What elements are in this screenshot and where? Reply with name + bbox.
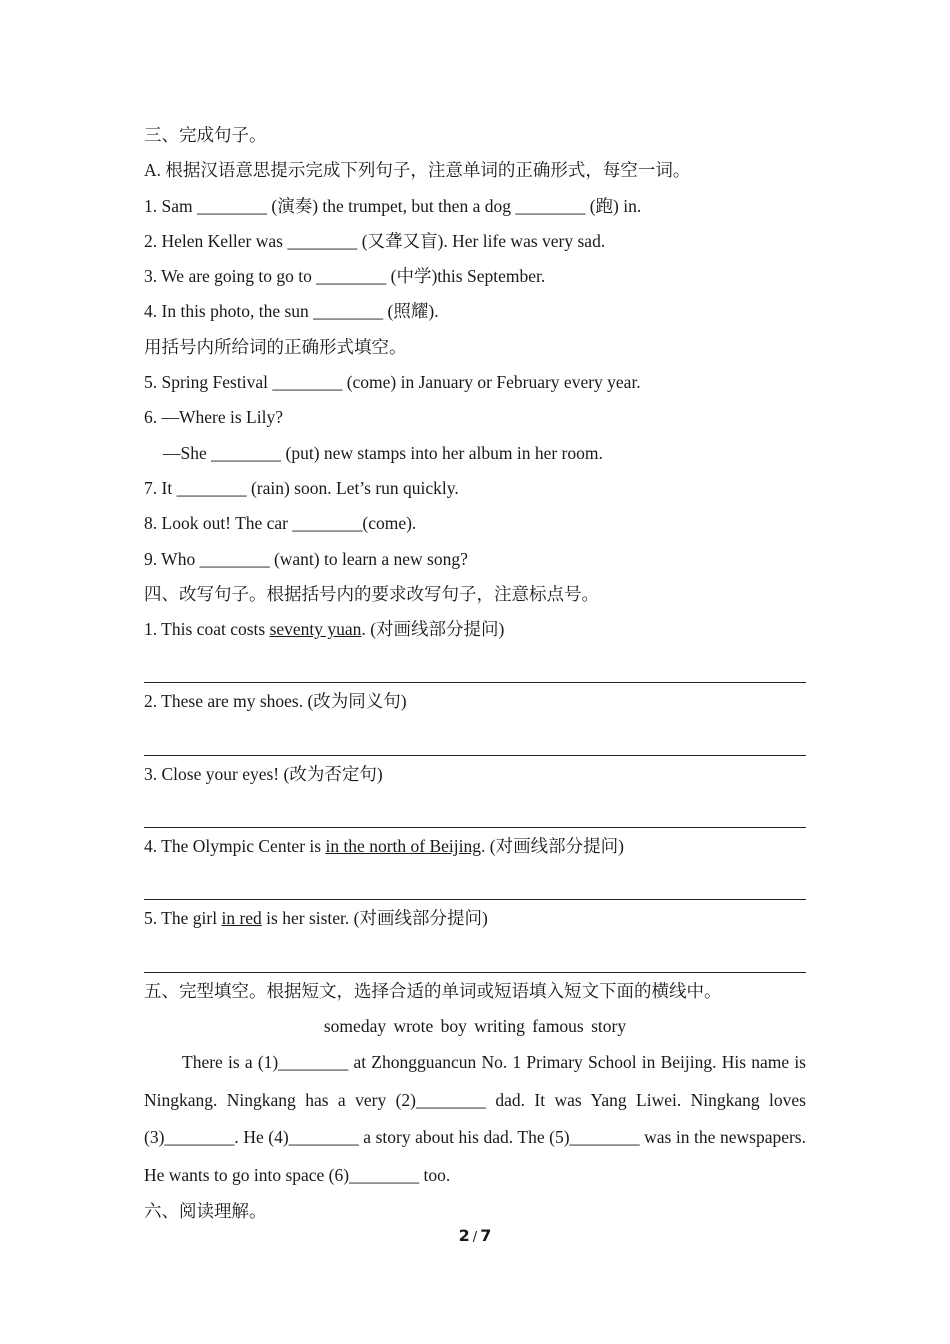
word-bank: someday wrote boy writing famous story: [323, 1015, 627, 1036]
answer-line-1[interactable]: [144, 647, 806, 683]
cloze-passage: There is a (1)________ at Zhongguancun No. 1 Primary School in Beijing. His name is Ningkang. Ningkang has a very (2)________ dad. It was Yang Liwei. Ningkang loves (3)________. He (4)________ a story about his dad. The (5)________ was in the newspapers. He wants to go into space (6)________ too.: [144, 1052, 806, 1185]
question-3b-7: 7. It ________ (rain) soon. Let’s run quickly.: [144, 477, 459, 498]
question-3a-2: 2. Helen Keller was ________ (又聋又盲). Her life was very sad.: [144, 230, 606, 251]
part-b-instruction: 用括号内所给词的正确形式填空。: [144, 336, 407, 357]
rewrite-question-4-pre: 4. The Olympic Center is: [144, 836, 326, 857]
rewrite-question-5-pre: 5. The girl: [144, 908, 222, 929]
question-3a-1: 1. Sam ________ (演奏) the trumpet, but then a dog ________ (跑) in.: [144, 195, 642, 216]
answer-line-3[interactable]: [144, 792, 806, 828]
part-a-instruction: A. 根据汉语意思提示完成下列句子，注意单词的正确形式，每空一词。: [144, 160, 691, 181]
section-5-heading: 五、完型填空。根据短文，选择合适的单词或短语填入短文下面的横线中。: [144, 980, 722, 1001]
rewrite-question-2: 2. These are my shoes. (改为同义句): [144, 691, 407, 712]
question-3b-6-question: 6. —Where is Lily?: [144, 407, 283, 428]
rewrite-question-1-pre: 1. This coat costs: [144, 619, 270, 640]
rewrite-question-5-underlined: in red: [221, 908, 262, 929]
question-3a-4: 4. In this photo, the sun ________ (照耀).: [144, 301, 439, 322]
rewrite-question-1-post: . (对画线部分提问): [361, 619, 505, 640]
rewrite-question-4-post: . (对画线部分提问): [481, 836, 624, 857]
rewrite-question-1-underlined: seventy yuan: [269, 619, 362, 640]
rewrite-question-4-underlined: in the north of Beijing: [325, 836, 481, 857]
question-3a-3: 3. We are going to go to ________ (中学)this September.: [144, 266, 546, 287]
page-content: [144, 118, 806, 1230]
section-6-heading: 六、阅读理解。: [144, 1201, 267, 1222]
section-3-heading: 三、完成句子。: [144, 125, 267, 145]
rewrite-question-4: [144, 829, 806, 864]
section-4-heading: 四、改写句子。根据括号内的要求改写句子，注意标点号。: [144, 583, 599, 604]
rewrite-question-5: [144, 901, 806, 936]
rewrite-question-5-post: is her sister. (对画线部分提问): [261, 908, 488, 929]
question-3b-8: 8. Look out! The car ________(come).: [144, 513, 417, 534]
page-separator: /: [472, 1230, 478, 1245]
answer-line-4[interactable]: [144, 864, 806, 900]
question-3b-6-answer: —She ________ (put) new stamps into her album in her room.: [163, 442, 603, 463]
page-total: 7: [480, 1226, 492, 1245]
page-current: 2: [458, 1226, 470, 1245]
rewrite-question-3: 3. Close your eyes! (改为否定句): [144, 763, 383, 784]
question-3b-9: 9. Who ________ (want) to learn a new song?: [144, 548, 468, 569]
page-number: [0, 1226, 950, 1245]
answer-line-2[interactable]: [144, 720, 806, 756]
rewrite-question-1: [144, 612, 806, 647]
answer-line-5[interactable]: [144, 937, 806, 973]
question-3b-5: 5. Spring Festival ________ (come) in January or February every year.: [144, 372, 641, 393]
